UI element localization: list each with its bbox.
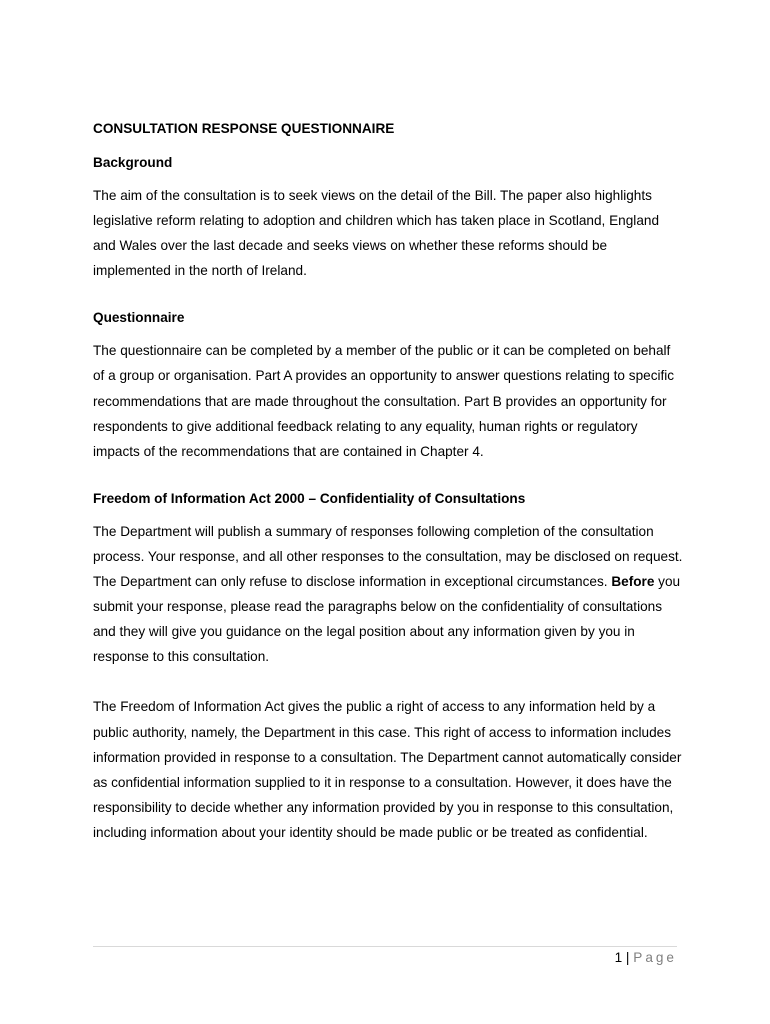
background-heading: Background — [93, 155, 173, 170]
page-label: Page — [633, 950, 677, 965]
questionnaire-paragraph: The questionnaire can be completed by a member of the public or it can be completed on behalf of a group or organisation. Part A provides an opportunity to answer questions relating to specific recommendations that are made throughout the consultation. Part B provides an opportunity for respondents to give additional feedback relating to any equality, human rights or regulatory impacts of the recommendations that are contained in Chapter 4. — [93, 343, 675, 459]
foi-paragraph-1-bold: Before — [611, 574, 655, 590]
foi-heading: Freedom of Information Act 2000 – Confidentiality of Consultations — [93, 490, 526, 506]
background-paragraph: The aim of the consultation is to seek views on the detail of the Bill. The paper also highlights legislative reform relating to adoption and children which has taken place in Scotland, England and Wales over the last decade and seeks views on whether these reforms should be implemented in the north of Ireland. — [93, 188, 659, 279]
foi-paragraph-1 — [93, 519, 683, 670]
foi-paragraph-1-text-a: The Department will publish a summary of responses following completion of the consultation process. Your response, and all other responses to the consultation, may be disclosed on request. The Department can only refuse to disclose information in exceptional circumstances. — [93, 523, 683, 590]
footer-divider — [93, 946, 677, 947]
foi-paragraph-1-text-b: you submit your response, please read the paragraphs below on the confidentiality of consultations and they will give you guidance on the legal position about any information given by you in response to this consultation. — [93, 574, 681, 665]
page-footer — [615, 948, 677, 968]
document-title: CONSULTATION RESPONSE QUESTIONNAIRE — [93, 121, 395, 136]
foi-paragraph-2: The Freedom of Information Act gives the public a right of access to any information held by a public authority, namely, the Department in this case. This right of access to information includes information provided in response to a consultation. The Department cannot automatically consider as confidential information supplied to it in response to a consultation. However, it does have the responsibility to decide whether any information provided by you in response to this consultation, including information about your identity should be made public or be treated as confidential. — [93, 699, 682, 840]
document-body — [93, 118, 683, 845]
questionnaire-heading: Questionnaire — [93, 310, 185, 326]
page-number: 1 — [614, 950, 623, 965]
page-separator: | — [622, 950, 634, 965]
